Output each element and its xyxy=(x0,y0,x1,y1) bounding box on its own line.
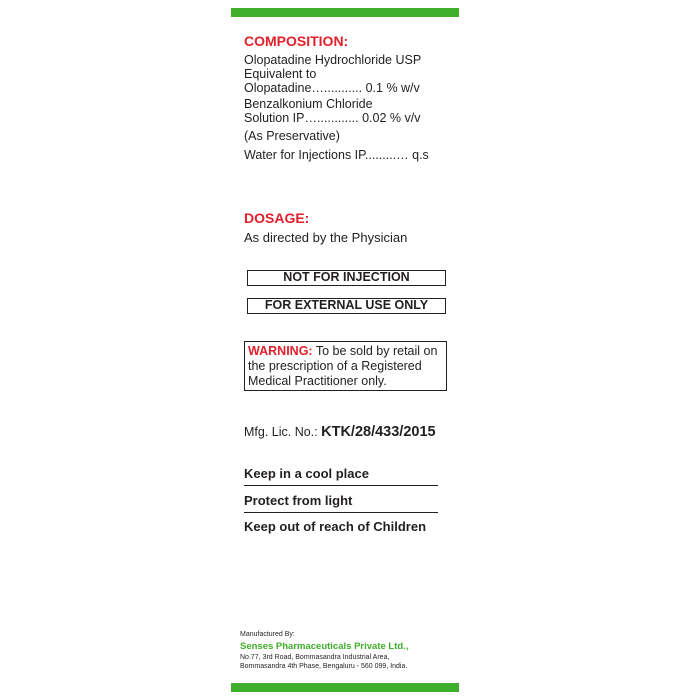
storage-item: Protect from light xyxy=(244,493,353,508)
divider xyxy=(244,512,438,513)
storage-item: Keep in a cool place xyxy=(244,466,369,481)
mfg-license-number: KTK/28/433/2015 xyxy=(321,424,436,440)
not-for-injection-box: NOT FOR INJECTION xyxy=(247,270,446,286)
manufacturer-company: Senses Pharmaceuticals Private Ltd., xyxy=(240,641,409,652)
warning-text: To be sold by retail on the prescription of a Registered Medical Practitioner only. xyxy=(248,344,438,388)
composition-line: Olopatadine Hydrochloride USP xyxy=(244,53,422,67)
dosage-text: As directed by the Physician xyxy=(244,230,408,245)
warning-box xyxy=(244,341,447,391)
composition-line: Solution IP…............ 0.02 % v/v xyxy=(244,111,421,125)
composition-line: Olopatadine…........... 0.1 % w/v xyxy=(244,81,420,95)
storage-item: Keep out of reach of Children xyxy=(244,519,427,534)
composition-line: Equivalent to xyxy=(244,67,317,81)
divider xyxy=(244,485,438,486)
mfg-license-label: Mfg. Lic. No.: xyxy=(244,425,318,439)
manufacturer-address: No.77, 3rd Road, Bommasandra Industrial Area, xyxy=(240,654,390,661)
top-green-bar xyxy=(231,8,459,17)
bottom-green-bar xyxy=(231,683,459,692)
dosage-title: DOSAGE: xyxy=(244,210,310,226)
mfg-license xyxy=(244,424,436,440)
warning-label: WARNING: xyxy=(248,344,313,358)
composition-line: (As Preservative) xyxy=(244,129,340,143)
composition-line: Water for Injections IP.........… q.s xyxy=(244,148,429,162)
composition-line: Benzalkonium Chloride xyxy=(244,97,373,111)
external-use-box: FOR EXTERNAL USE ONLY xyxy=(247,298,446,314)
manufacturer-address: Bommasandra 4th Phase, Bengaluru - 560 099, India. xyxy=(240,663,408,670)
manufactured-by-label: Manufactured By: xyxy=(240,631,295,638)
composition-title: COMPOSITION: xyxy=(244,33,349,49)
